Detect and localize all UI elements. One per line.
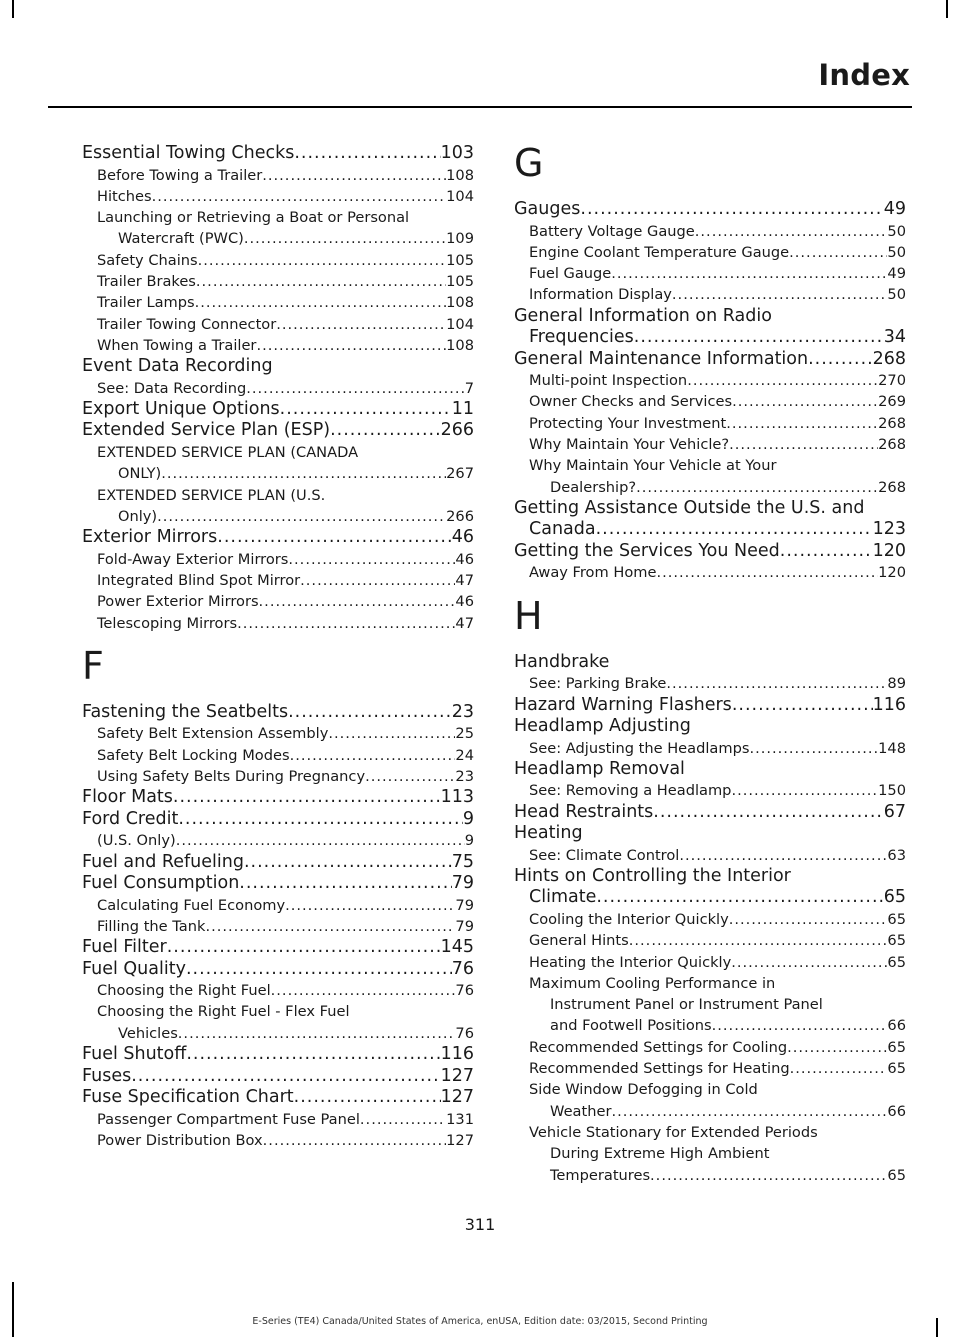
section-letter: F	[82, 643, 104, 688]
index-subentry[interactable]: Battery Voltage Gauge ..... 50	[514, 221, 906, 242]
index-subentry-text: During Extreme High Ambient	[550, 1145, 770, 1163]
index-subentry[interactable]: ONLY) ..... 267	[82, 463, 474, 484]
index-subentry[interactable]: Protecting Your Investment ..... 268	[514, 413, 906, 434]
index-subentry-text: Choosing the Right Fuel - Flex Fuel	[97, 1003, 350, 1021]
index-heading: Heating	[514, 823, 583, 844]
page-title: Index	[818, 58, 910, 92]
crop-mark-top-left	[12, 0, 14, 18]
index-entry[interactable]: Gauges ..... 49	[514, 199, 906, 221]
index-entry[interactable]: General Maintenance Information ..... 268	[514, 349, 906, 371]
index-column-left	[82, 143, 474, 1151]
index-subentry[interactable]: When Towing a Trailer ..... 108	[82, 335, 474, 356]
index-subentry[interactable]: and Footwell Positions ..... 66	[514, 1015, 906, 1036]
index-subentry-text: Launching or Retrieving a Boat or Personal	[97, 209, 410, 227]
index-subentry[interactable]: Multi-point Inspection ..... 270	[514, 370, 906, 391]
index-column-right	[514, 143, 906, 1186]
index-entry[interactable]: Fuses ..... 127	[82, 1066, 474, 1088]
index-heading: Hints on Controlling the Interior	[514, 865, 791, 886]
index-subentry[interactable]: Fuel Gauge ..... 49	[514, 263, 906, 284]
index-entry[interactable]: Fuel and Refueling ..... 75	[82, 852, 474, 874]
index-subentry[interactable]: See: Removing a Headlamp ..... 150	[514, 780, 906, 801]
index-subentry[interactable]: General Hints ..... 65	[514, 930, 906, 951]
index-subentry[interactable]: See: Climate Control ..... 63	[514, 845, 906, 866]
index-subentry[interactable]: Trailer Brakes ..... 105	[82, 271, 474, 292]
index-heading: Getting Assistance Outside the U.S. and	[514, 497, 865, 518]
index-entry[interactable]: Climate ..... 65	[514, 887, 906, 909]
index-entry[interactable]: Fuel Shutoff ..... 116	[82, 1044, 474, 1066]
index-subentry-text: Vehicle Stationary for Extended Periods	[529, 1123, 818, 1141]
index-entry[interactable]: Ford Credit ..... 9	[82, 809, 474, 831]
index-subentry-text: Maximum Cooling Performance in	[529, 974, 776, 992]
index-subentry[interactable]: Power Distribution Box ..... 127	[82, 1130, 474, 1151]
page-number: 311	[464, 1215, 496, 1234]
crop-mark-top-right	[946, 0, 948, 18]
index-subentry[interactable]: Recommended Settings for Cooling ..... 65	[514, 1037, 906, 1058]
index-subentry[interactable]: Fold-Away Exterior Mirrors ..... 46	[82, 549, 474, 570]
index-entry[interactable]: Fastening the Seatbelts ..... 23	[82, 702, 474, 724]
crop-mark-bottom-left	[12, 1282, 14, 1337]
header-rule	[48, 106, 912, 108]
index-subentry[interactable]: See: Adjusting the Headlamps ..... 148	[514, 738, 906, 759]
index-subentry[interactable]: Away From Home ..... 120	[514, 562, 906, 583]
index-subentry[interactable]: Trailer Lamps ..... 108	[82, 292, 474, 313]
index-entry[interactable]: Hazard Warning Flashers ..... 116	[514, 695, 906, 717]
index-entry[interactable]: Fuel Consumption ..... 79	[82, 873, 474, 895]
index-subentry[interactable]: Vehicles ..... 76	[82, 1023, 474, 1044]
index-subentry[interactable]: Choosing the Right Fuel ..... 76	[82, 980, 474, 1001]
index-entry[interactable]: Fuel Quality ..... 76	[82, 959, 474, 981]
index-subentry[interactable]: Safety Belt Locking Modes ..... 24	[82, 745, 474, 766]
index-subentry[interactable]: Integrated Blind Spot Mirror ..... 47	[82, 570, 474, 591]
index-subentry[interactable]: Passenger Compartment Fuse Panel ..... 131	[82, 1109, 474, 1130]
index-entry[interactable]: Fuse Specification Chart ..... 127	[82, 1087, 474, 1109]
index-subentry[interactable]: Calculating Fuel Economy ..... 79	[82, 895, 474, 916]
index-subentry[interactable]: Heating the Interior Quickly ..... 65	[514, 952, 906, 973]
section-letter: H	[514, 593, 543, 638]
index-heading: Headlamp Adjusting	[514, 716, 691, 737]
index-subentry-text: Instrument Panel or Instrument Panel	[550, 996, 823, 1014]
index-subentry[interactable]: (U.S. Only) ..... 9	[82, 830, 474, 851]
index-subentry[interactable]: Engine Coolant Temperature Gauge ..... 50	[514, 242, 906, 263]
index-entry[interactable]: Essential Towing Checks ..... 103	[82, 143, 474, 165]
index-subentry[interactable]: Filling the Tank ..... 79	[82, 916, 474, 937]
index-heading: Handbrake	[514, 651, 610, 672]
edition-note: E-Series (TE4) Canada/United States of America, enUSA, Edition date: 03/2015, Second Printing	[252, 1316, 708, 1327]
index-heading: General Information on Radio	[514, 305, 772, 326]
index-entry[interactable]: Exterior Mirrors ..... 46	[82, 527, 474, 549]
index-entry[interactable]: Extended Service Plan (ESP) ..... 266	[82, 420, 474, 442]
index-subentry[interactable]: Why Maintain Your Vehicle? ..... 268	[514, 434, 906, 455]
index-entry[interactable]: Head Restraints ..... 67	[514, 802, 906, 824]
section-letter: G	[514, 141, 544, 185]
index-entry[interactable]: Floor Mats ..... 113	[82, 787, 474, 809]
index-subentry[interactable]: Trailer Towing Connector ..... 104	[82, 314, 474, 335]
index-subentry[interactable]: Using Safety Belts During Pregnancy ..... 23	[82, 766, 474, 787]
index-subentry[interactable]: Dealership? ..... 268	[514, 477, 906, 498]
index-subentry[interactable]: Only) ..... 266	[82, 506, 474, 527]
index-entry[interactable]: Getting the Services You Need ..... 120	[514, 541, 906, 563]
index-subentry[interactable]: See: Parking Brake ..... 89	[514, 673, 906, 694]
index-subentry[interactable]: Safety Chains ..... 105	[82, 250, 474, 271]
index-subentry[interactable]: Power Exterior Mirrors ..... 46	[82, 591, 474, 612]
index-subentry[interactable]: Owner Checks and Services ..... 269	[514, 391, 906, 412]
index-entry[interactable]: Canada ..... 123	[514, 519, 906, 541]
index-subentry[interactable]: See: Data Recording ..... 7	[82, 378, 474, 399]
index-subentry[interactable]: Weather ..... 66	[514, 1101, 906, 1122]
index-subentry[interactable]: Telescoping Mirrors ..... 47	[82, 613, 474, 634]
index-subentry[interactable]: Cooling the Interior Quickly ..... 65	[514, 909, 906, 930]
index-subentry[interactable]: Before Towing a Trailer ..... 108	[82, 165, 474, 186]
index-subentry-text: EXTENDED SERVICE PLAN (U.S.	[97, 486, 326, 504]
index-subentry[interactable]: Recommended Settings for Heating ..... 65	[514, 1058, 906, 1079]
index-subentry-text: Why Maintain Your Vehicle at Your	[529, 457, 777, 475]
index-entry[interactable]: Frequencies ..... 34	[514, 327, 906, 349]
index-entry[interactable]: Export Unique Options ..... 11	[82, 399, 474, 421]
index-heading: Event Data Recording	[82, 356, 273, 377]
index-subentry[interactable]: Hitches ..... 104	[82, 186, 474, 207]
index-subentry[interactable]: Information Display ..... 50	[514, 284, 906, 305]
index-heading: Headlamp Removal	[514, 758, 685, 779]
index-subentry[interactable]: Watercraft (PWC) ..... 109	[82, 228, 474, 249]
index-subentry[interactable]: Safety Belt Extension Assembly ..... 25	[82, 723, 474, 744]
index-subentry-text: EXTENDED SERVICE PLAN (CANADA	[97, 443, 359, 461]
index-subentry-text: Side Window Defogging in Cold	[529, 1081, 758, 1099]
index-entry[interactable]: Fuel Filter ..... 145	[82, 937, 474, 959]
index-subentry[interactable]: Temperatures ..... 65	[514, 1165, 906, 1186]
